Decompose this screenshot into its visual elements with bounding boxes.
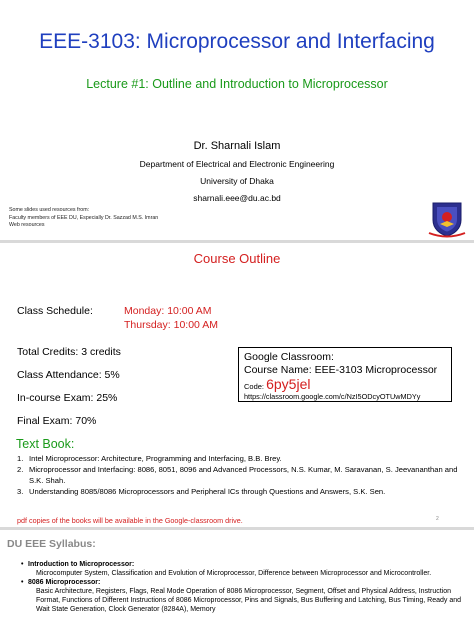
syllabus-item-heading: • 8086 Microprocessor:	[21, 578, 469, 587]
class-attendance: Class Attendance: 5%	[17, 369, 120, 381]
incourse-exam: In-course Exam: 25%	[17, 392, 118, 404]
google-classroom-box	[238, 347, 452, 402]
credits-line: Some slides used resources from:	[9, 207, 90, 213]
lecture-subtitle: Lecture #1: Outline and Introduction to Microprocessor	[86, 77, 388, 91]
textbook-item	[17, 486, 469, 497]
class-schedule-label: Class Schedule:	[17, 305, 93, 317]
textbook-text: Intel Microprocessor: Architecture, Programming and Interfacing, B.B. Brey.	[29, 454, 282, 463]
classroom-code-label: Code:	[244, 382, 267, 391]
credits-note	[9, 207, 158, 230]
title-slide	[0, 0, 474, 240]
schedule-monday: Monday: 10:00 AM	[124, 305, 212, 317]
textbook-list	[17, 453, 469, 497]
classroom-code: 6py5jel	[266, 376, 311, 392]
classroom-url[interactable]: https://classroom.google.com/c/NzI5ODcyOTUwMDYy	[244, 392, 421, 401]
textbook-text: Understanding 8085/8086 Microprocessors and Peripheral ICs through Questions and Answers, S.K. Sen.	[29, 487, 386, 496]
author-department: Department of Electrical and Electronic Engineering	[139, 159, 335, 169]
credits-line: Web resources	[9, 222, 45, 228]
author-university: University of Dhaka	[200, 176, 274, 186]
syllabus-item-heading: • Introduction to Microprocessor:	[21, 560, 469, 569]
syllabus-title: DU EEE Syllabus:	[7, 538, 96, 550]
textbook-heading: Text Book:	[16, 437, 75, 451]
syllabus-list	[21, 560, 469, 614]
classroom-heading: Google Classroom:	[244, 351, 334, 363]
textbook-item	[17, 464, 469, 486]
classroom-course-name: Course Name: EEE-3103 Microprocessor	[244, 364, 438, 376]
syllabus-item-text: Microcomputer System, Classification and Evolution of Microprocessor, Difference between Microprocessor and Microcontroller.	[36, 570, 432, 577]
course-outline-slide	[0, 243, 474, 527]
author-email: sharnali.eee@du.ac.bd	[193, 193, 281, 203]
textbook-number: 2.	[17, 465, 24, 474]
final-exam: Final Exam: 70%	[17, 415, 97, 427]
textbook-number: 3.	[17, 487, 24, 496]
textbook-number: 1.	[17, 454, 24, 463]
textbook-item	[17, 453, 469, 464]
schedule-thursday: Thursday: 10:00 AM	[124, 319, 218, 331]
classroom-code-line	[244, 376, 310, 392]
university-logo	[427, 200, 467, 238]
pdf-note: pdf copies of the books will be available in the Google-classroom drive.	[17, 516, 243, 525]
credits-line: Faculty members of EEE DU, Especially Dr. Sazzad M.S. Imran	[9, 214, 159, 221]
course-title: EEE-3103: Microprocessor and Interfacing	[39, 30, 435, 53]
textbook-text: Microprocessor and Interfacing: 8086, 8051, 8096 and Advanced Processors, N.S. Kumar, M. Saravanan, S. Jeevananthan and S.K. Shah.	[29, 465, 458, 485]
syllabus-slide	[0, 530, 474, 632]
syllabus-item-text: Basic Architecture, Registers, Flags, Real Mode Operation of 8086 Microprocessor, Segment, Offset and Physical Address, Instruction Format, Functions of Different Instructions of 8086 Microprocessor, Pins and Signals, Bus Buffering and Latching, Bus Timing, Ready and Wait State Generation, Clock Generator (8284A), Memory	[36, 588, 462, 613]
total-credits: Total Credits: 3 credits	[17, 346, 121, 358]
course-outline-title: Course Outline	[193, 251, 281, 266]
page-number: 2	[436, 516, 439, 522]
author-name: Dr. Sharnali Islam	[193, 140, 281, 152]
